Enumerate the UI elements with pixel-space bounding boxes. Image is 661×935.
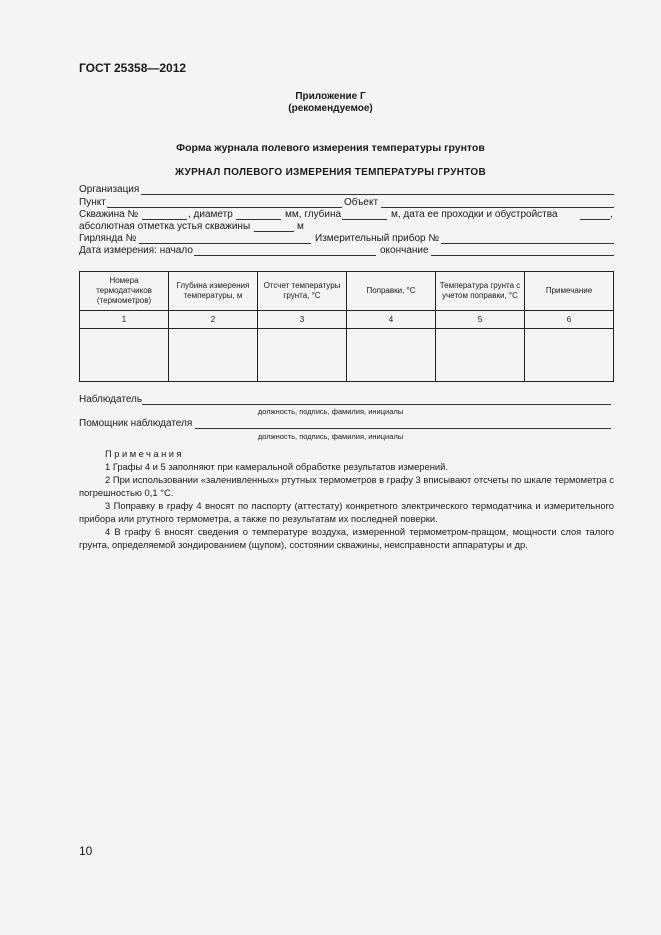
label-observer: Наблюдатель	[79, 394, 143, 405]
col-corrected-temp: Температура грунта с учетом поправки, °С	[436, 272, 525, 311]
label-date-end: окончание	[380, 245, 429, 256]
abs-mark-field[interactable]	[254, 221, 294, 232]
note-item: 3 Поправку в графу 4 вносят по паспорту (аттестату) конкретного электрического термодатчика и измерительного прибора или ртутного термометра, а также по результатам их последней поверки.	[79, 500, 614, 524]
depth-field[interactable]	[342, 209, 387, 220]
table-cell[interactable]	[436, 329, 525, 382]
label-instrument: Измерительный прибор №	[315, 233, 440, 244]
col-number-1: 1	[80, 311, 169, 329]
assistant-caption: должность, подпись, фамилия, инициалы	[257, 432, 404, 441]
label-organization: Организация	[79, 184, 140, 195]
standard-header: ГОСТ 25358—2012	[79, 61, 187, 75]
label-diameter: , диаметр	[188, 209, 233, 220]
label-point: Пункт	[79, 197, 106, 208]
label-m: м	[297, 221, 304, 232]
notes-section	[79, 447, 614, 551]
col-number-4: 4	[347, 311, 436, 329]
diameter-field[interactable]	[236, 209, 281, 220]
table-cell[interactable]	[80, 329, 169, 382]
note-item: 1 Графы 4 и 5 заполняют при камеральной обработке результатов измерений.	[105, 461, 448, 472]
col-reading: Отсчет температуры грунта, °С	[258, 272, 347, 311]
table-row	[80, 329, 614, 382]
col-number-6: 6	[525, 311, 614, 329]
object-field[interactable]	[381, 197, 614, 208]
table-header-row	[80, 272, 614, 311]
organization-field[interactable]	[141, 184, 614, 195]
label-well: Скважина №	[79, 209, 139, 220]
well-number-field[interactable]	[142, 209, 187, 220]
label-abs-mark: абсолютная отметка устья скважины	[79, 221, 251, 232]
label-assistant: Помощник наблюдателя	[79, 418, 193, 429]
date-end-field[interactable]	[431, 245, 614, 256]
label-mm-depth: мм, глубина	[285, 209, 342, 220]
date-start-field[interactable]	[194, 245, 376, 256]
label-comma: ,	[610, 209, 613, 220]
form-title: Форма журнала полевого измерения температуры грунтов	[176, 142, 485, 154]
notes-heading: Примечания	[105, 448, 185, 459]
label-object: Объект	[344, 197, 379, 208]
observer-caption: должность, подпись, фамилия, инициалы	[257, 407, 404, 416]
col-sensor-numbers: Номера термодатчиков (термометров)	[80, 272, 169, 311]
assistant-field[interactable]	[195, 418, 611, 429]
table-cell[interactable]	[347, 329, 436, 382]
journal-title: ЖУРНАЛ ПОЛЕВОГО ИЗМЕРЕНИЯ ТЕМПЕРАТУРЫ ГРУНТОВ	[174, 167, 486, 178]
col-number-5: 5	[436, 311, 525, 329]
observer-field[interactable]	[142, 394, 611, 405]
point-field[interactable]	[107, 197, 342, 208]
appendix-title: Приложение Г	[295, 91, 366, 102]
dates-field[interactable]	[580, 209, 610, 220]
note-item: 2 При использовании «заленивленных» ртутных термометров в графу 3 вписывают отсчеты по шкале термометра с погрешностью 0,1 °С.	[79, 474, 614, 498]
col-notes: Примечание	[525, 272, 614, 311]
table-number-row	[80, 311, 614, 329]
note-item: 4 В графу 6 вносят сведения о температуре воздуха, измеренной термометром-пращом, мощности слоя талого грунта, определяемой зондированием (щупом), состоянии скважины, неисправности аппаратуры и др.	[79, 526, 614, 550]
col-number-3: 3	[258, 311, 347, 329]
page-number: 10	[79, 844, 93, 858]
label-m-dates: м, дата ее проходки и обустройства	[391, 209, 558, 220]
col-corrections: Поправки, °С	[347, 272, 436, 311]
instrument-field[interactable]	[441, 233, 614, 244]
table-cell[interactable]	[169, 329, 258, 382]
col-number-2: 2	[169, 311, 258, 329]
garland-field[interactable]	[139, 233, 311, 244]
table-cell[interactable]	[258, 329, 347, 382]
label-date-start: Дата измерения: начало	[79, 245, 193, 256]
appendix-subtitle: (рекомендуемое)	[288, 103, 373, 114]
col-depth: Глубина измерения температуры, м	[169, 272, 258, 311]
measurement-table	[79, 271, 614, 382]
table-cell[interactable]	[525, 329, 614, 382]
label-garland: Гирлянда №	[79, 233, 137, 244]
